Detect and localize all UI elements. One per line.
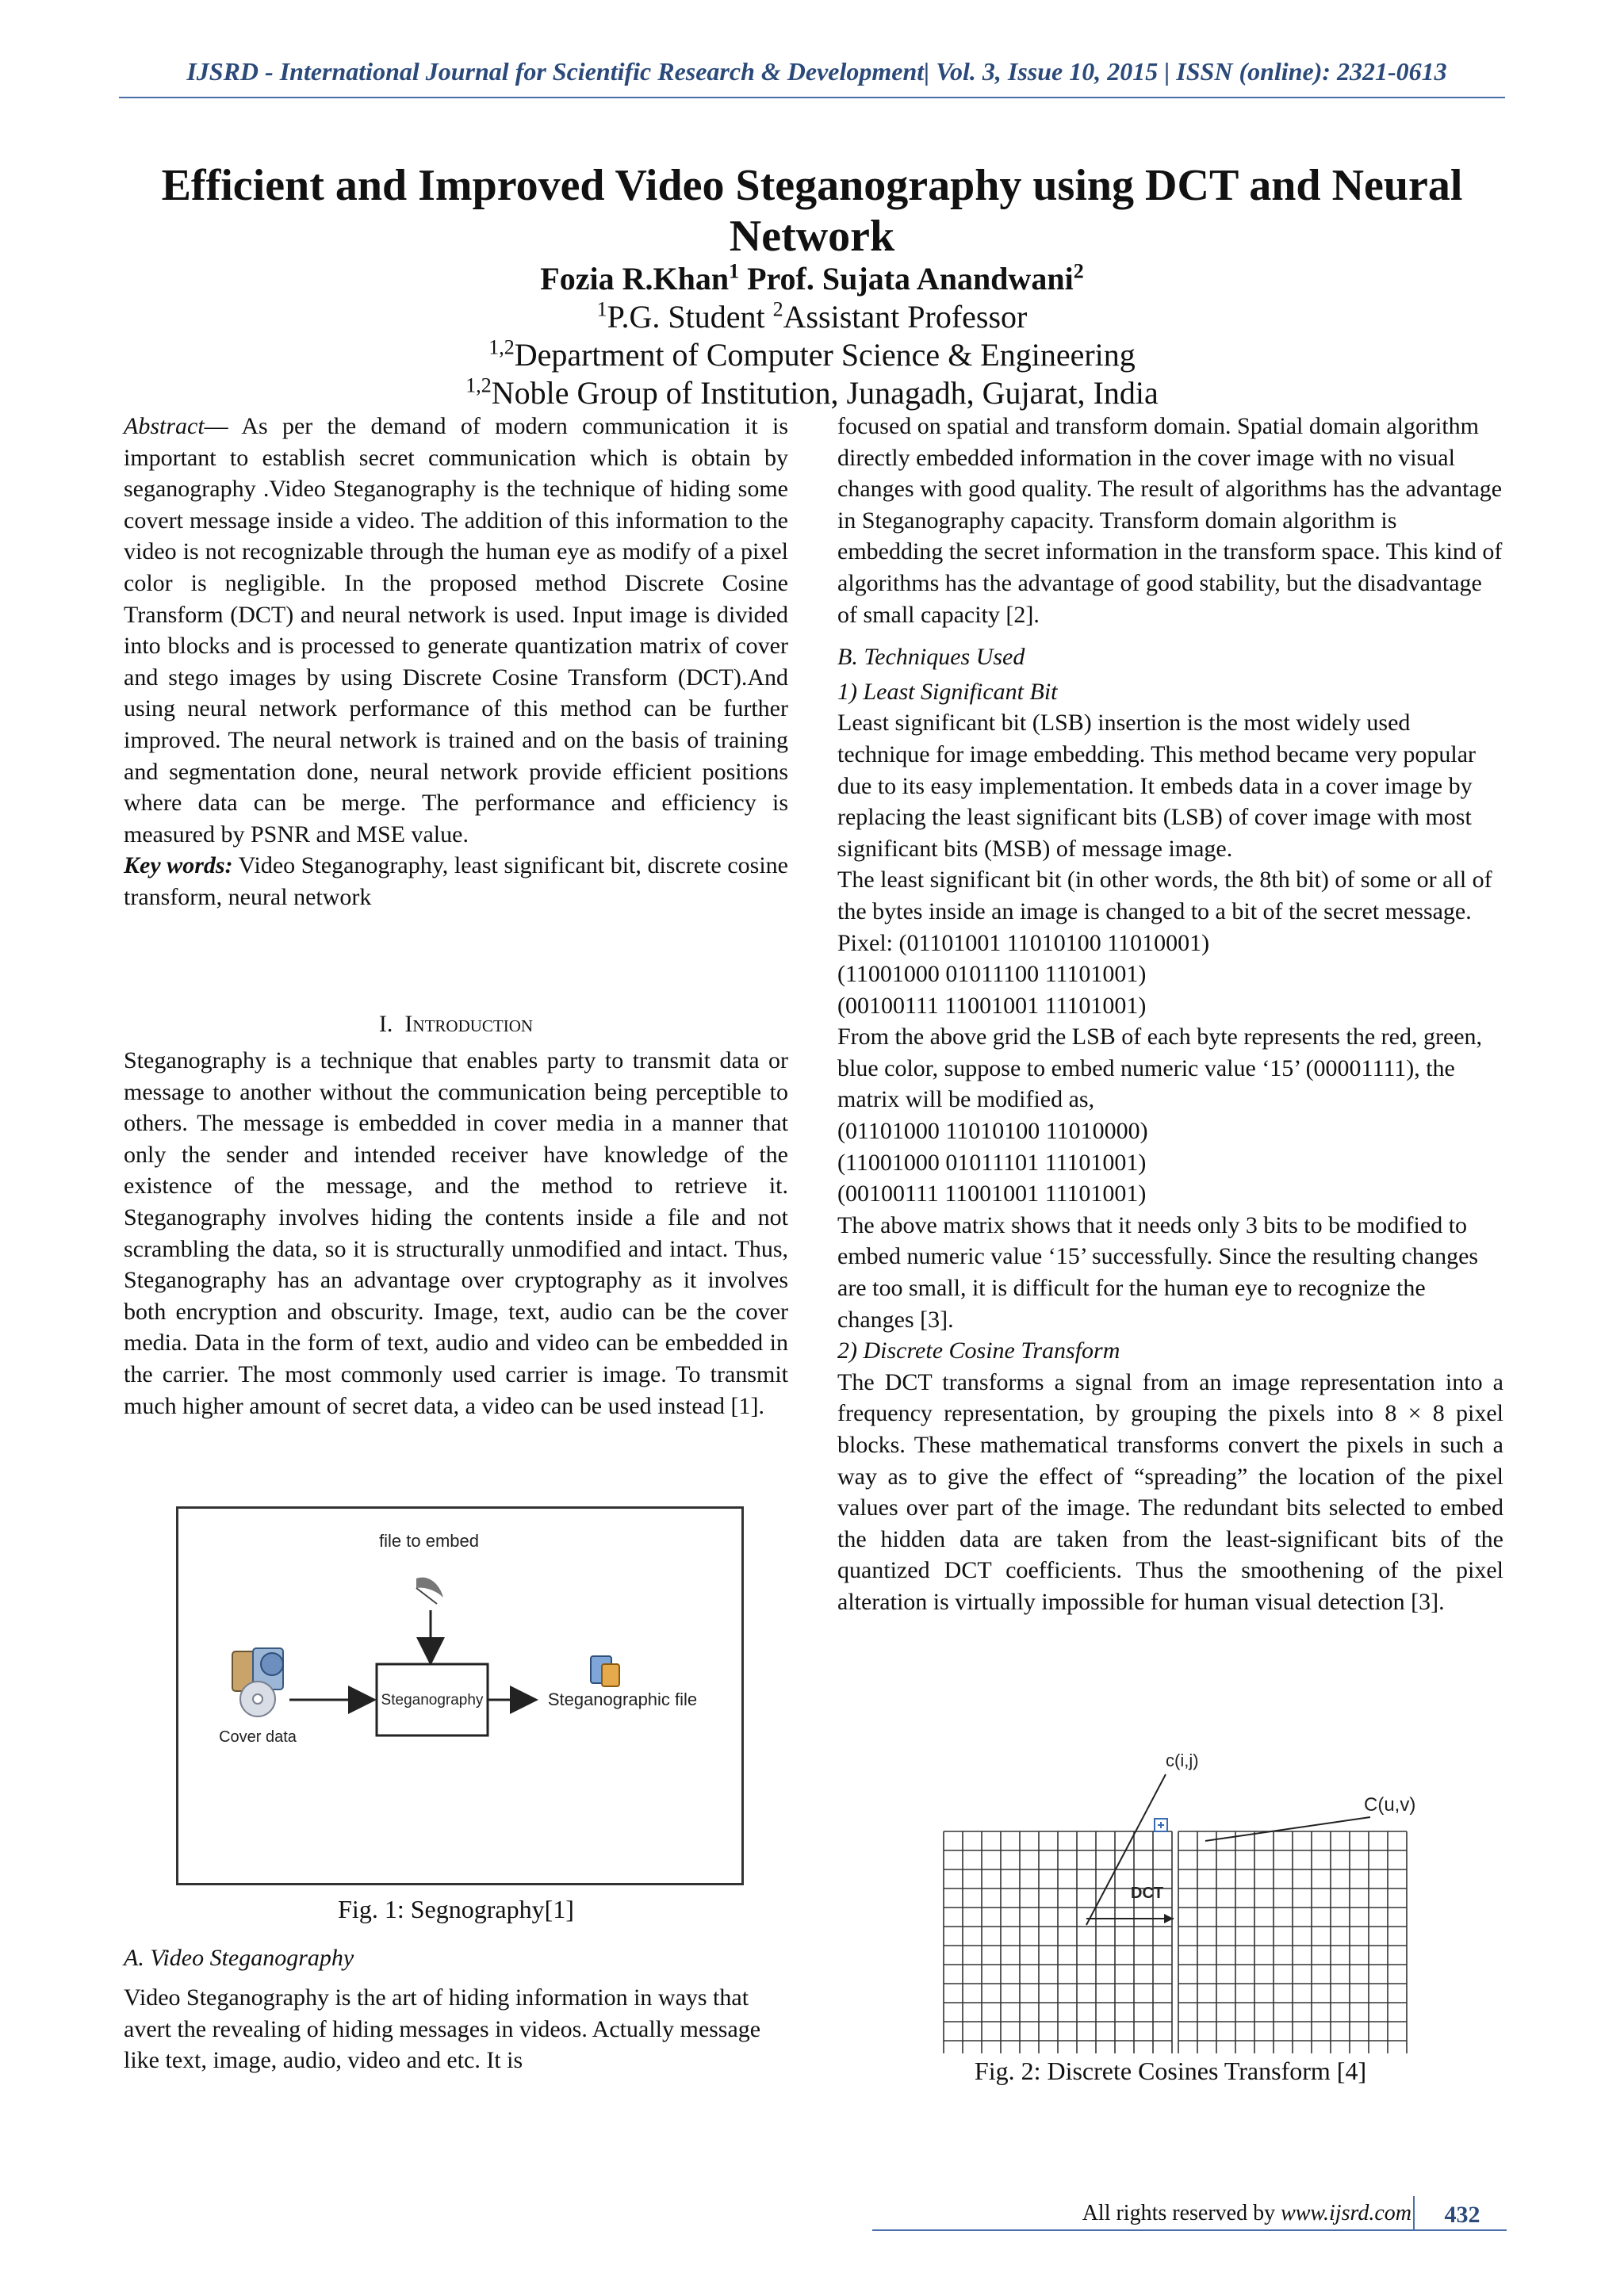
quill-icon	[416, 1578, 443, 1604]
dct-grid	[1178, 1831, 1407, 2053]
department-name: Department of Computer Science & Engineering	[514, 337, 1136, 373]
lsb-paragraph-1: Least significant bit (LSB) insertion is the most widely used technique for image embedding. This method became very popular due to its easy implementation. It embeds data in a cover image by replacing the least significant bits (LSB) of cover image with most significant bits (MSB) of message image.	[837, 710, 1477, 862]
footer-rights-text: All rights reserved by	[1082, 2201, 1281, 2225]
introduction-text: Steganography is a technique that enables party to transmit data or message to another without the communication being perceptible to others. The message is embedded in cover media in a manner that only the sender and intended receiver have knowledge of the existence of the message, and the method to retrieve it. Steganography involves hiding the contents inside a file and not scrambling the data, so it is structurally unmodified and intact. Thus, Steganography has an advantage over cryptography as it involves both encryption and obscurity. Image, text, audio can be the cover media. Data in the form of text, audio and video can be embedded in the carrier. The most commonly used carrier is image. To transmit much higher amount of secret data, a video can be used instead [1].	[124, 1047, 788, 1419]
role-1-sup: 1	[596, 297, 607, 321]
introduction-number: I.	[378, 1011, 393, 1037]
institution	[127, 374, 1497, 412]
department	[127, 336, 1497, 374]
figure-2	[936, 1752, 1443, 2053]
role-2: Assistant Professor	[783, 299, 1028, 335]
keywords-paragraph	[124, 850, 788, 913]
modified-line: (01101000 11010100 11010000)	[837, 1118, 1148, 1145]
fig2-cij-pointer	[1086, 1774, 1166, 1925]
pixel-line: Pixel: (01101001 11010100 11010001)	[837, 929, 1210, 956]
keywords-text: Video Steganography, least significant bit, discrete cosine transform, neural network	[124, 852, 788, 910]
journal-header: IJSRD - International Journal for Scientific Research & Development| Vol. 3, Issue 10, 2015 | ISSN (online): 2321-0613	[186, 57, 1447, 86]
abstract-dash: —	[204, 413, 228, 439]
footer-rule	[872, 2229, 1507, 2231]
lsb-paragraph-3: From the above grid the LSB of each byte represents the red, green, blue color, suppose to embed numeric value ‘15’ (00001111), the matrix will be modified as,	[837, 1024, 1483, 1113]
right-column-top	[837, 411, 1503, 1618]
author-line	[127, 260, 1497, 298]
abstract-block	[124, 411, 788, 913]
figure-2-caption: Fig. 2: Discrete Cosines Transform [4]	[974, 2057, 1367, 2085]
institution-name: Noble Group of Institution, Junagadh, Gujarat, India	[491, 375, 1159, 411]
figure-2-diagram	[936, 1752, 1443, 2053]
lsb-paragraph-2: The least significant bit (in other words, the 8th bit) of some or all of the bytes inside an image is changed to a bit of the secret message.	[837, 867, 1492, 924]
author-2: Prof. Sujata Anandwani	[747, 261, 1074, 297]
lsb-paragraph-4: The above matrix shows that it needs only 3 bits to be modified to embed numeric value ‘15’ successfully. Since the resulting changes are too small, it is difficult for the human eye to recognize the changes [3].	[837, 1211, 1479, 1333]
section-a-text-right: focused on spatial and transform domain. Spatial domain algorithm directly embedded information in the cover image with no visual changes with good quality. The result of algorithms has the advantage in Steganography capacity. Transform domain algorithm is embedding the secret information in the transform space. This kind of algorithms has the advantage of good stability, but the disadvantage of small capacity [2].	[837, 413, 1503, 628]
cover-media-icon	[232, 1648, 283, 1716]
introduction-title: Introduction	[404, 1011, 534, 1037]
title-line-2: Network	[729, 212, 895, 261]
fig1-file-label: file to embed	[379, 1531, 479, 1551]
modified-line: (11001000 01011101 11101001)	[837, 1149, 1147, 1176]
section-a-text-left: Video Steganography is the art of hiding information in ways that avert the revealing of hiding messages in videos. Actually message like text, image, audio, video and etc. It is	[124, 1984, 761, 2074]
role-2-sup: 2	[772, 297, 783, 321]
footer-rights	[1031, 2201, 1411, 2226]
fig1-cover-label: Cover data	[219, 1728, 297, 1746]
fig2-cuv-label: C(u,v)	[1364, 1794, 1416, 1816]
header-rule	[119, 97, 1505, 98]
pixel-line: (11001000 01011100 11101001)	[837, 961, 1147, 988]
role-1: P.G. Student	[607, 299, 765, 335]
figure-1-caption: Fig. 1: Segnography[1]	[338, 1895, 574, 1923]
abstract-label: Abstract	[124, 413, 205, 439]
section-b-heading: B. Techniques Used	[837, 644, 1025, 671]
department-sup: 1,2	[488, 335, 515, 359]
introduction-heading	[124, 1008, 788, 1040]
author-1: Fozia R.Khan	[540, 261, 730, 297]
title-line-1: Efficient and Improved Video Steganography using DCT and Neural	[161, 161, 1463, 210]
fig2-dct-label: DCT	[1131, 1885, 1164, 1902]
fig2-cij-label: c(i,j)	[1166, 1752, 1199, 1770]
page-number: 432	[1444, 2202, 1480, 2228]
pixel-grid	[944, 1831, 1172, 2053]
dct-heading: 2) Discrete Cosine Transform	[837, 1337, 1120, 1364]
figure-1-diagram	[178, 1509, 741, 1883]
abstract-text: As per the demand of modern communication it is important to establish secret communication which is obtain by seganography .Video Steganography is the technique of hiding some covert message inside a video. The addition of this information to the video is not recognizable through the human eye as modify of a pixel color is negligible. In the proposed method Discrete Cosine Transform (DCT) and neural network is used. Input image is divided into blocks and is processed to generate quantization matrix of cover and stego images by using Discrete Cosine Transform (DCT).And using neural network performance of this method can be further improved. The neural network is trained and on the basis of training and segmentation done, neural network provide efficient positions where data can be merge. The performance and efficiency is measured by PSNR and MSE value.	[124, 413, 788, 848]
lsb-heading: 1) Least Significant Bit	[837, 678, 1058, 705]
fig2-cuv-pointer	[1205, 1817, 1370, 1841]
abstract-paragraph	[124, 411, 788, 850]
modified-line: (00100111 11001001 11101001)	[837, 1181, 1147, 1207]
section-a-heading: A. Video Steganography	[124, 1945, 354, 1971]
fig1-steg-label: Steganography	[381, 1692, 484, 1709]
pixel-line: (00100111 11001001 11101001)	[837, 992, 1147, 1019]
author-1-sup: 1	[729, 259, 740, 283]
author-roles	[127, 298, 1497, 336]
footer-website-link[interactable]: www.ijsrd.com	[1281, 2201, 1411, 2225]
paper-title	[127, 160, 1497, 262]
output-file-icon	[591, 1656, 619, 1686]
keywords-label: Key words:	[124, 852, 233, 879]
fig1-output-label: Steganographic file	[547, 1689, 698, 1709]
institution-sup: 1,2	[465, 373, 492, 397]
author-2-sup: 2	[1073, 259, 1084, 283]
figure-1	[176, 1506, 744, 1885]
dct-paragraph-1: The DCT transforms a signal from an image representation into a frequency representation, by grouping the pixels into 8 × 8 pixel blocks. These mathematical transforms convert the pixels in such a way as to give the effect of “spreading” the location of the pixel values over part of the image. The redundant bits selected to embed the hidden data are taken from the least-significant bits of the quantized DCT coefficients. Thus the smoothening of the pixel alteration is virtually impossible for human visual detection [3].	[837, 1368, 1503, 1615]
